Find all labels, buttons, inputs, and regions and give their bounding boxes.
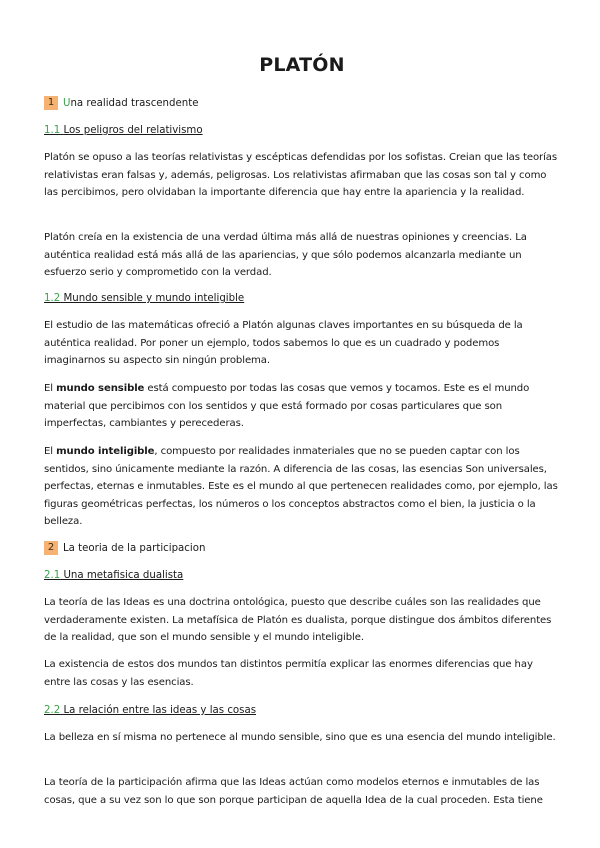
paragraph-dualist: La teoría de las Ideas es una doctrina ontológica, puesto que describe cuáles son las realidades que verdaderamente existen. La metafísica de Platón es dualista, porque distingue dos ámbitos diferentes de la realidad, que son el mundo sensible y el mundo inteligible. xyxy=(44,597,552,644)
section-number-badge: 1 xyxy=(44,96,58,110)
subsection-label: Una metafisica dualista xyxy=(63,570,184,581)
text-span: El xyxy=(44,383,57,394)
subsection-label: La relación entre las ideas y las cosas xyxy=(63,705,257,716)
text-span: El xyxy=(44,446,57,457)
section-heading-1 xyxy=(44,96,198,110)
page-title: PLATÓN xyxy=(259,54,345,76)
subsection-number: 1.2 xyxy=(44,293,61,304)
subsection-label: Los peligros del relativismo xyxy=(63,125,203,136)
subsection-number: 2.2 xyxy=(44,705,61,716)
paragraph-participacion: La teoría de la participación afirma que las Ideas actúan como modelos eternos e inmutables de las cosas, que a su vez son lo que son porque participan de aquella Idea de la cual proceden. Esta tiene xyxy=(44,777,543,806)
subsection-number: 1.1 xyxy=(44,125,61,136)
paragraph-mundo-sensible xyxy=(44,380,560,433)
section-heading-text: La teoria de la participacion xyxy=(63,542,206,554)
subsection-heading-1-2 xyxy=(44,293,244,304)
subsection-heading-2-2 xyxy=(44,705,256,716)
subsection-heading-2-1 xyxy=(44,570,183,581)
bold-term: mundo inteligible xyxy=(56,446,155,457)
section-heading-2 xyxy=(44,541,205,555)
section-heading-initial: U xyxy=(63,97,71,109)
paragraph-belleza: La belleza en sí misma no pertenece al mundo sensible, sino que es una esencia del mundo inteligible. xyxy=(44,732,556,743)
text-span: , compuesto por realidades inmateriales que no se pueden captar con los sentidos, sino únicamente mediante la razón. A diferencia de las cosas, las esencias Son universales, perfectas, eternas e inmutables. Este es el mundo al que pertenecen realidades como, por ejemplo, las figuras geométricas perfectas, los números o los conceptos abstractos como el bien, la justicia o la belleza. xyxy=(44,446,558,528)
paragraph-relativism-2: Platón creía en la existencia de una verdad última más allá de nuestras opiniones y creencias. La auténtica realidad está más allá de las apariencias, y que sólo podemos alcanzarla mediante un esfuerzo serio y comprometido con la verdad. xyxy=(44,232,527,279)
bold-term: mundo sensible xyxy=(56,383,145,394)
text-span: está compuesto por todas las cosas que vemos y tocamos. Este es el mundo material que percibimos con los sentidos y que está formado por cosas particulares que son imperfectas, cambiantes y perecederas. xyxy=(44,383,530,430)
section-heading-text: na realidad trascendente xyxy=(70,97,199,109)
paragraph-relativism-1: Platón se opuso a las teorías relativistas y escépticas defendidas por los sofistas. Creian que las teorías relativistas eran falsas y, además, peligrosas. Los relativistas afirmaban que las cosas son tal y como las percibimos, pero olvidaban la importante diferencia que hay entre la apariencia y la realidad. xyxy=(44,152,558,199)
subsection-heading-1-1 xyxy=(44,125,203,136)
subsection-number: 2.1 xyxy=(44,570,61,581)
paragraph-mundo-inteligible xyxy=(44,443,560,531)
section-number-badge: 2 xyxy=(44,541,58,555)
paragraph-mathematics: El estudio de las matemáticas ofreció a Platón algunas claves importantes en su búsqueda de la auténtica realidad. Por poner un ejemplo, todos sabemos lo que es un cuadrado y podemos imaginarnos su aspecto sin ningún problema. xyxy=(44,320,523,367)
paragraph-two-worlds: La existencia de estos dos mundos tan distintos permitía explicar las enormes diferencias que hay entre las cosas y las esencias. xyxy=(44,659,533,688)
subsection-label: Mundo sensible y mundo inteligible xyxy=(63,293,245,304)
